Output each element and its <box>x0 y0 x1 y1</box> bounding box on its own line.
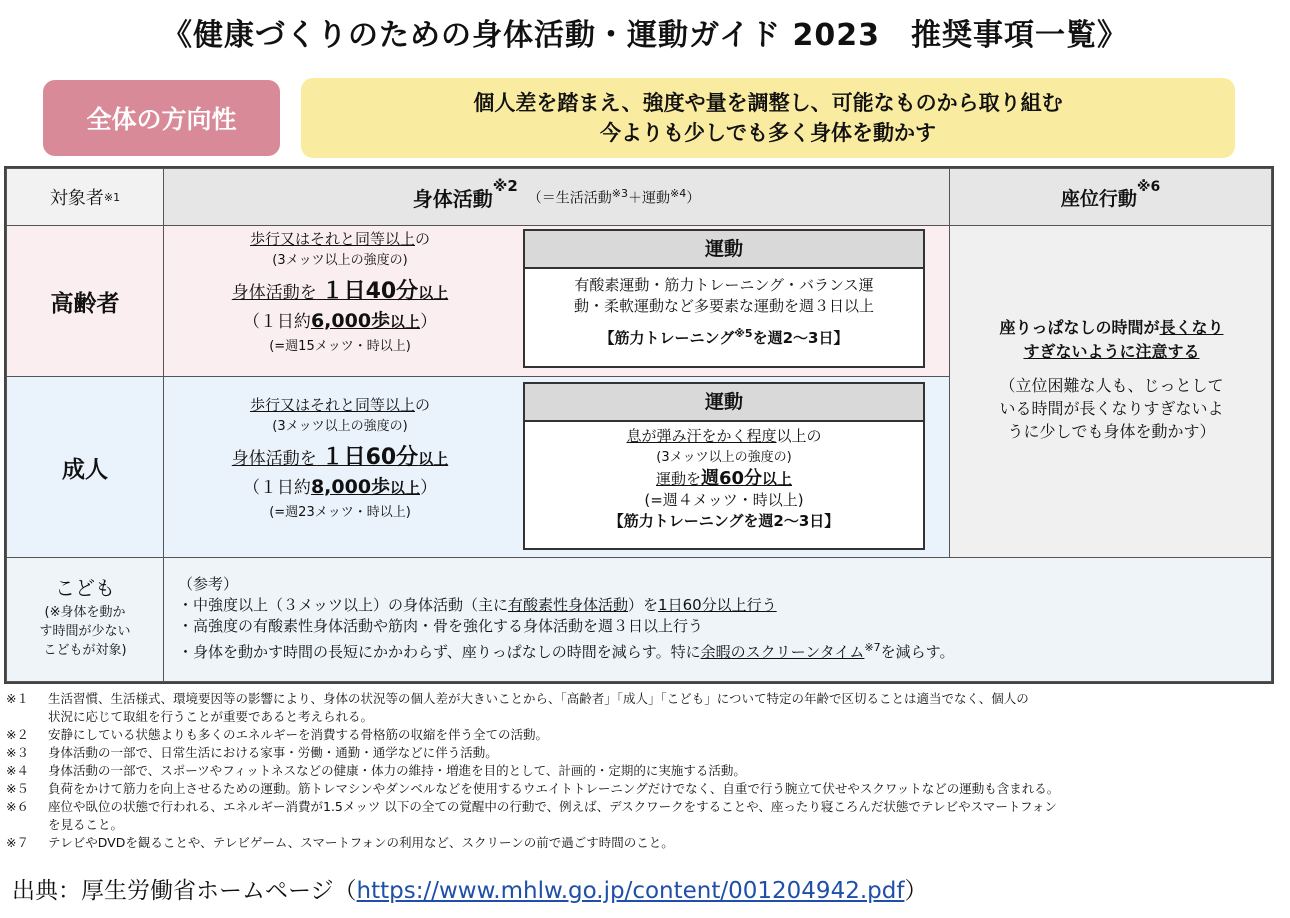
adult-walk-line-1-tail: の <box>415 396 431 414</box>
adult-exercise-line-1a: 息が弾み汗をかく程度 <box>626 427 777 445</box>
adult-walk-line-2: (3メッツ以上の強度の) <box>272 419 408 434</box>
footnote-text: を見ること。 <box>48 817 124 832</box>
sedentary-note-2: いる時間が長くなりすぎないよ <box>999 399 1224 418</box>
adult-walk-line-1: 歩行又はそれと同等以上 <box>249 396 415 414</box>
footnote-text: 負荷をかけて筋力を向上させるための運動。筋トレマシンやダンベルなどを使用するウエイトトレーニングだけでなく、自重で行う腕立て伏せやスクワットなどの運動も含まれる。 <box>48 781 1060 796</box>
adult-exercise-line-4: (=週４メッツ・時以上) <box>644 491 804 509</box>
footnote-text: 状況に応じて取組を行うことが重要であると考えられる。 <box>48 709 374 724</box>
elderly-walk-line-3c: 以上 <box>418 284 449 302</box>
footnote-row <box>6 744 1286 762</box>
adult-exercise-line-2: (3メッツ以上の強度の) <box>656 450 792 465</box>
header-target-label: 対象者 <box>49 188 104 209</box>
sedentary-line-1a: 座りっぱなしの時間が <box>999 318 1160 337</box>
sedentary-note-3: うに少しでも身体を動かす） <box>1007 422 1216 441</box>
elderly-walk-line-4b: 6,000歩 <box>310 310 391 332</box>
kids-line-3c: を減らす。 <box>880 643 955 661</box>
adult-walk-line-3c: 以上 <box>418 450 449 468</box>
footnote-key: ※６ <box>6 799 29 814</box>
kids-sub-2: す時間が少ない <box>39 624 131 639</box>
footnote-text: 身体活動の一部で、スポーツやフィットネスなどの健康・体力の維持・増進を目的として、計画的・定期的に実施する活動。 <box>48 763 746 778</box>
adult-exercise-line-3a: 運動を <box>655 470 701 488</box>
sedentary-line-2: すぎないように注意する <box>1023 342 1200 361</box>
elderly-exercise-line-2: 動・柔軟運動など多要素な運動を週３日以上 <box>573 297 874 315</box>
header-activity-label: 身体活動 <box>412 186 493 211</box>
header-activity-note-b: ＋運動 <box>628 190 671 207</box>
kids-line-3a: ・身体を動かす時間の長短にかかわらず、座りっぱなしの時間を減らす。特に <box>178 643 701 661</box>
elderly-label-cell <box>6 225 164 377</box>
footnote-text: 身体活動の一部で、日常生活における家事・労働・通勤・通学などに伴う活動。 <box>48 745 498 760</box>
kids-ref: （参考） <box>178 575 239 593</box>
adult-walk-line-3b: １日60分 <box>321 445 419 470</box>
elderly-walk-line-3b: １日40分 <box>321 279 419 304</box>
footnote-text: テレビやDVDを観ることや、テレビゲーム、スマートフォンの利用など、スクリーンの前で過ごす時間のこと。 <box>48 835 674 850</box>
footnote-row <box>6 798 1286 816</box>
adult-exercise-line-5: 【筋力トレーニングを週2～3日】 <box>608 512 840 530</box>
elderly-walk-line-1-tail: の <box>415 230 431 248</box>
elderly-label: 高齢者 <box>50 290 120 317</box>
header-sedentary-sup: ※6 <box>1136 179 1161 195</box>
source-link[interactable]: https://www.mhlw.go.jp/content/001204942.pdf <box>356 878 905 904</box>
adult-exercise-line-1b: 以上の <box>776 427 822 445</box>
header-activity <box>163 168 950 226</box>
elderly-walk-line-3a: 身体活動を <box>231 283 317 303</box>
source-citation <box>12 872 927 905</box>
elderly-walk-line-5: (=週15メッツ・時以上) <box>269 339 411 354</box>
source-suffix: ） <box>904 878 928 904</box>
kids-sub-3: こどもが対象) <box>43 643 127 658</box>
header-activity-note-c: ） <box>686 190 701 207</box>
adult-walk-line-4b: 8,000歩 <box>310 476 391 498</box>
direction-line-2: 今よりも少しでも多く身体を動かす <box>600 121 936 145</box>
adult-walk-line-3a: 身体活動を <box>231 449 317 469</box>
elderly-walk-line-2: (3メッツ以上の強度の) <box>272 253 408 268</box>
footnote-row <box>6 816 1286 834</box>
header-target <box>6 168 164 226</box>
adult-walk-block <box>165 394 515 524</box>
kids-label-cell <box>6 557 164 682</box>
footnote-row <box>6 708 1286 726</box>
adult-exercise-title: 運動 <box>525 384 923 422</box>
footnote-text: 生活習慣、生活様式、環境要因等の影響により、身体の状況等の個人差が大きいことから、「高齢者」「成人」「こども」について特定の年齢で区切ることは適当でなく、個人の <box>48 691 1029 706</box>
header-target-sup: ※1 <box>103 190 121 204</box>
elderly-walk-line-1: 歩行又はそれと同等以上 <box>249 230 415 248</box>
adult-walk-line-4d: ） <box>420 478 438 498</box>
elderly-walk-block <box>165 228 515 358</box>
adult-exercise-box <box>523 382 925 550</box>
elderly-walk-line-4c: 以上 <box>390 313 421 331</box>
header-sedentary-label: 座位行動 <box>1060 187 1137 210</box>
footnote-row <box>6 690 1286 708</box>
adult-walk-line-4a: （１日約 <box>242 478 311 498</box>
adult-label: 成人 <box>62 456 108 483</box>
footnotes <box>6 690 1286 852</box>
footnote-key <box>6 816 48 834</box>
sedentary-cell <box>949 225 1272 558</box>
adult-exercise-line-3c: 以上 <box>762 470 793 488</box>
adult-walk-line-4c: 以上 <box>390 479 421 497</box>
footnote-key: ※４ <box>6 763 29 778</box>
footnote-key: ※１ <box>6 691 29 706</box>
footnote-text: 安静にしている状態よりも多くのエネルギーを消費する骨格筋の収縮を伴う全ての活動。 <box>48 727 549 742</box>
elderly-exercise-line-3-sup: ※5 <box>734 327 753 340</box>
footnote-row <box>6 834 1286 852</box>
adult-walk-line-5: (=週23メッツ・時以上) <box>269 505 411 520</box>
kids-line-1c: ）を <box>628 596 659 614</box>
footnote-row <box>6 762 1286 780</box>
footnote-key: ※７ <box>6 835 29 850</box>
kids-line-1a: ・中強度以上（３メッツ以上）の身体活動（主に <box>178 596 509 614</box>
kids-sub-1: (※身体を動か <box>44 605 126 620</box>
elderly-exercise-line-3a: 【筋力トレーニング <box>599 329 735 347</box>
header-activity-note-sup3: ※3 <box>611 186 629 200</box>
kids-line-3-sup: ※7 <box>864 641 881 654</box>
kids-line-3b: 余暇のスクリーンタイム <box>700 643 865 661</box>
kids-line-2: ・高強度の有酸素性身体活動や筋肉・骨を強化する身体活動を週３日以上行う <box>178 617 704 635</box>
elderly-exercise-line-3b: を週2～3日】 <box>752 329 849 347</box>
kids-line-1d: 1日60分以上行う <box>658 596 777 614</box>
kids-label: こども <box>55 576 115 600</box>
elderly-walk-line-4a: （１日約 <box>242 312 311 332</box>
footnote-row <box>6 780 1286 798</box>
kids-line-1b: 有酸素性身体活動 <box>508 596 629 614</box>
kids-content-cell <box>163 557 1272 682</box>
direction-banner <box>301 78 1235 158</box>
footnote-key: ※３ <box>6 745 29 760</box>
footnote-key: ※２ <box>6 727 29 742</box>
page-title: 《健康づくりのための身体活動・運動ガイド 2023 推奨事項一覧》 <box>161 18 1129 53</box>
footnote-text: 座位や臥位の状態で行われる、エネルギー消費が1.5メッツ 以下の全ての覚醒中の行動で、例えば、デスクワークをすることや、座ったり寝ころんだ状態でテレビやスマートフォン <box>48 799 1057 814</box>
adult-label-cell <box>6 376 164 558</box>
footnote-key <box>6 708 48 726</box>
sedentary-line-1b: 長くなり <box>1159 318 1224 337</box>
sedentary-note-1: （立位困難な人も、じっとして <box>999 376 1224 395</box>
source-prefix: 出典：厚生労働省ホームページ（ <box>12 878 357 904</box>
header-activity-note-a: （＝生活活動 <box>527 190 612 207</box>
elderly-exercise-line-1: 有酸素運動・筋力トレーニング・バランス運 <box>574 276 874 294</box>
footnote-key: ※５ <box>6 781 29 796</box>
header-sedentary <box>949 168 1272 226</box>
elderly-exercise-title: 運動 <box>525 231 923 269</box>
elderly-exercise-box <box>523 229 925 368</box>
adult-exercise-line-3b: 週60分 <box>700 468 763 489</box>
elderly-walk-line-4d: ） <box>420 312 438 332</box>
direction-line-1: 個人差を踏まえ、強度や量を調整し、可能なものから取り組む <box>473 91 1063 115</box>
direction-badge: 全体の方向性 <box>43 80 280 156</box>
header-activity-note-sup4: ※4 <box>670 186 687 200</box>
header-activity-sup: ※2 <box>492 177 518 195</box>
footnote-row <box>6 726 1286 744</box>
